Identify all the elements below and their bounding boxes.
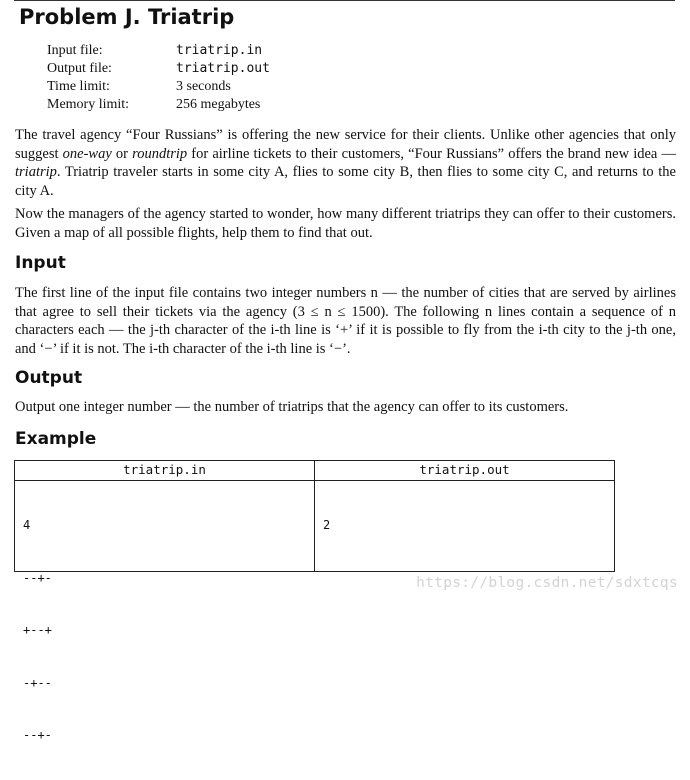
example-output-header: triatrip.out <box>419 462 510 477</box>
blog-watermark: https://blog.csdn.net/sdxtcqs <box>416 575 678 591</box>
problem-title: Problem J. Triatrip <box>19 5 235 29</box>
statement-text: or <box>111 145 133 162</box>
input-description: The first line of the input file contains two integer numbers n — the number of cities that are served by airlines that agree to sell their tickets via the agency (3 ≤ n ≤ 1500). The following n lines contain a sequence of n characters each — the j-th character of the i-th line is ‘+’ if it is possible to fly from the i-th city to the j-th one, and ‘−’ if it is not. The i-th character of the i-th line is ‘−’. <box>15 285 676 357</box>
limit-row-output-file <box>47 60 270 78</box>
top-rule <box>14 0 675 1</box>
input-heading: Input <box>15 253 66 273</box>
statement-emphasis: triatrip <box>15 164 57 180</box>
statement-emphasis: roundtrip <box>132 145 188 162</box>
example-input-line: -+-- <box>23 675 52 690</box>
limit-label: Memory limit: <box>47 97 130 112</box>
limit-label: Time limit: <box>47 79 110 94</box>
example-output-line: 2 <box>323 518 331 532</box>
limit-row-input-file <box>47 42 270 60</box>
limit-value: 256 megabytes <box>176 97 261 112</box>
output-heading: Output <box>15 368 83 388</box>
limit-value: triatrip.in <box>176 43 263 58</box>
output-description: Output one integer number — the number of triatrips that the agency can offer to its customers. <box>15 399 569 415</box>
limit-row-time <box>47 78 270 96</box>
statement-text: for airline tickets to their customers, “Four Russians” offers the brand new idea — <box>187 145 676 162</box>
statement-text: . Triatrip traveler starts in some city A, flies to some city B, then flies to some city C, and returns to the city A. <box>15 164 676 199</box>
example-input-line: 4 <box>23 518 31 532</box>
example-input-line: +--+ <box>23 623 52 637</box>
limit-label: Output file: <box>47 61 112 76</box>
example-output-cell <box>323 482 352 570</box>
column-divider <box>314 461 315 571</box>
statement-paragraph-1 <box>15 126 676 200</box>
limit-row-memory <box>47 96 270 114</box>
statement-paragraph-2: Now the managers of the agency started to wonder, how many different triatrips they can offer to their customers. Given a map of all possible flights, help them to find that out. <box>15 206 676 241</box>
limit-label: Input file: <box>47 43 103 58</box>
limit-value: 3 seconds <box>176 79 231 94</box>
limits-table <box>47 42 270 114</box>
example-input-header: triatrip.in <box>123 462 206 477</box>
limit-value: triatrip.out <box>176 61 270 76</box>
statement-emphasis: one-way <box>62 145 112 162</box>
statement-text: The travel agency “Four Russians” is offering the new service for their clients. Unlike other agencies that only suggest <box>15 127 676 162</box>
example-input-line: --+- <box>23 570 52 585</box>
example-heading: Example <box>15 429 97 449</box>
example-input-cell <box>23 482 52 780</box>
example-input-line: --+- <box>23 728 52 742</box>
